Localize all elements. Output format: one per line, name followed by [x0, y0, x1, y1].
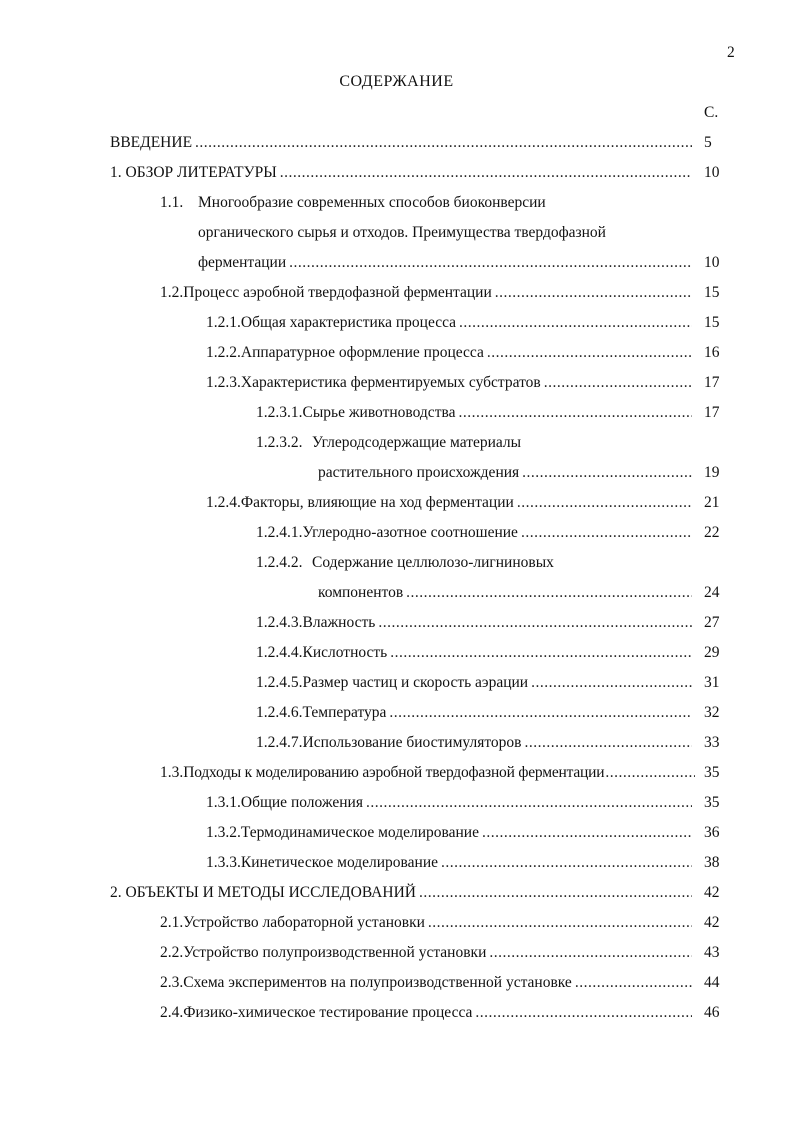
toc-entry-1-2[interactable]	[160, 282, 695, 304]
toc-entry-text: Кинетическое моделирование	[240, 854, 439, 871]
toc-entry-number: 1.1.	[160, 194, 184, 211]
toc-entry-text: Схема экспериментов на полупроизводственной установке	[183, 974, 572, 991]
toc-entry-number: 2.4.	[160, 1004, 184, 1021]
toc-entry-number: 1.3.	[160, 764, 184, 781]
toc-entry-text: Факторы, влияющие на ход ферментации	[240, 494, 514, 511]
toc-entry-page: 31	[704, 674, 720, 691]
toc-entry-number: 1.3.1.	[206, 794, 241, 811]
toc-entry-page: 32	[704, 704, 720, 721]
toc-entry-1-1-line-2	[198, 222, 718, 244]
toc-entry-2-3[interactable]	[160, 972, 695, 994]
toc-entry-page: 27	[704, 614, 720, 631]
toc-entry-page: 44	[704, 974, 720, 991]
toc-entry-page: 43	[704, 944, 720, 961]
toc-entry-1-3-2[interactable]	[206, 822, 695, 844]
toc-entry-number: 1.2.4.4.	[256, 644, 303, 661]
toc-entry-page: 17	[704, 404, 720, 421]
toc-entry-1-2-3-2-line-1[interactable]	[256, 432, 695, 454]
toc-entry-text: ОБЪЕКТЫ И МЕТОДЫ ИССЛЕДОВАНИЙ	[125, 884, 416, 901]
toc-entry-2-2[interactable]	[160, 942, 695, 964]
toc-entry-1-2-4-7[interactable]	[256, 732, 695, 754]
toc-entry-number: 2.3.	[160, 974, 184, 991]
toc-entry-page: 38	[704, 854, 720, 871]
toc-entry-1-2-2[interactable]	[206, 342, 695, 364]
toc-entry-1-1-line-1[interactable]	[160, 192, 720, 214]
toc-entry-number: 1.2.3.	[206, 374, 241, 391]
toc-entry-1-2-4-2-line-1[interactable]	[256, 552, 695, 574]
toc-entry-number: 1.2.3.2.	[256, 434, 303, 451]
toc-entry-1-2-4-6[interactable]	[256, 702, 695, 724]
toc-entry-page: 15	[704, 314, 720, 331]
toc-entry-page: 35	[704, 794, 720, 811]
page-number: 2	[727, 44, 735, 61]
toc-entry-page: 35	[704, 764, 720, 781]
toc-entry-page: 36	[704, 824, 720, 841]
toc-entry-2-1[interactable]	[160, 912, 695, 934]
toc-entry-page: 46	[704, 1004, 720, 1021]
toc-entry-text: Многообразие современных способов биоконверсии	[198, 194, 546, 211]
toc-entry-number: 1.2.1.	[206, 314, 241, 331]
toc-entry-text: Размер частиц и скорость аэрации	[302, 674, 529, 691]
toc-entry-page: 16	[704, 344, 720, 361]
toc-entry-page: 21	[704, 494, 720, 511]
toc-entry-page: 29	[704, 644, 720, 661]
toc-entry-text: ферментации	[198, 254, 287, 271]
toc-entry-number: 1.2.2.	[206, 344, 241, 361]
toc-entry-page: 10	[704, 164, 720, 181]
toc-entry-number: 1.2.4.5.	[256, 674, 303, 691]
toc-entry-text: органического сырья и отходов. Преимущества твердофазной	[198, 224, 606, 241]
toc-entry-number: 1.2.4.3.	[256, 614, 303, 631]
toc-entry-chapter-1[interactable]	[110, 162, 695, 184]
toc-entry-chapter-2[interactable]	[110, 882, 695, 904]
toc-entry-number: 2.2.	[160, 944, 184, 961]
toc-entry-text: Углеродсодержащие материалы	[312, 434, 522, 451]
toc-entry-number: 1.3.3.	[206, 854, 241, 871]
toc-entry-number: 1.	[110, 164, 122, 181]
toc-entry-page: 42	[704, 914, 720, 931]
toc-entry-1-2-1[interactable]	[206, 312, 695, 334]
toc-entry-number: 1.2.4.6.	[256, 704, 303, 721]
toc-entry-number: 1.2.3.1.	[256, 404, 303, 421]
toc-entry-1-2-3-2-line-2[interactable]	[318, 462, 695, 484]
toc-entry-1-2-4-4[interactable]	[256, 642, 695, 664]
toc-entry-text: компонентов	[318, 584, 404, 601]
toc-entry-1-3-1[interactable]	[206, 792, 695, 814]
toc-entry-number: 2.1.	[160, 914, 184, 931]
toc-entry-text: Устройство лабораторной установки	[183, 914, 425, 931]
toc-entry-page: 24	[704, 584, 720, 601]
toc-entry-text: Сырье животноводства	[302, 404, 456, 421]
toc-entry-number: 1.2.4.1.	[256, 524, 303, 541]
toc-entry-text: Углеродно-азотное соотношение	[302, 524, 518, 541]
toc-entry-text: Аппаратурное оформление процесса	[240, 344, 484, 361]
toc-entry-1-2-4-5[interactable]	[256, 672, 695, 694]
toc-entry-2-4[interactable]	[160, 1002, 695, 1024]
toc-entry-text: ВВЕДЕНИЕ	[110, 134, 193, 151]
toc-entry-page: 22	[704, 524, 720, 541]
toc-entry-text: Процесс аэробной твердофазной ферментации	[183, 284, 492, 301]
page-title: СОДЕРЖАНИЕ	[339, 73, 454, 90]
toc-entry-number: 2.	[110, 884, 122, 901]
toc-entry-text: Температура	[302, 704, 387, 721]
toc-entry-page: 33	[704, 734, 720, 751]
toc-entry-number: 1.2.4.2.	[256, 554, 303, 571]
toc-entry-1-2-4-3[interactable]	[256, 612, 695, 634]
toc-entry-number: 1.2.	[160, 284, 184, 301]
toc-entry-number: 1.2.4.	[206, 494, 241, 511]
toc-entry-text: Физико-химическое тестирование процесса	[183, 1004, 473, 1021]
toc-entry-page: 19	[704, 464, 720, 481]
toc-entry-1-3[interactable]	[160, 762, 695, 784]
toc-entry-text: Содержание целлюлозо-лигниновых	[312, 554, 554, 571]
toc-entry-text: Подходы к моделированию аэробной твердофазной ферментации	[183, 764, 605, 781]
toc-entry-page: 10	[704, 254, 720, 271]
toc-entry-1-2-4-2-line-2[interactable]	[318, 582, 695, 604]
toc-entry-page: 5	[704, 134, 712, 151]
toc-entry-number: 1.2.4.7.	[256, 734, 303, 751]
page-column-label: С.	[704, 104, 719, 121]
toc-entry-text: растительного происхождения	[318, 464, 520, 481]
toc-entry-introduction[interactable]	[110, 132, 695, 154]
toc-entry-text: Общая характеристика процесса	[240, 314, 457, 331]
toc-entry-1-3-3[interactable]	[206, 852, 695, 874]
toc-entry-page: 17	[704, 374, 720, 391]
toc-entry-text: Характеристика ферментируемых субстратов	[240, 374, 541, 391]
toc-entry-text: Использование биостимуляторов	[302, 734, 522, 751]
toc-entry-text: Кислотность	[302, 644, 388, 661]
toc-entry-1-2-3-1[interactable]	[256, 402, 695, 424]
toc-entry-1-2-4[interactable]	[206, 492, 695, 514]
toc-entry-number: 1.3.2.	[206, 824, 241, 841]
toc-entry-1-1-line-3[interactable]	[198, 252, 695, 274]
toc-entry-text: Общие положения	[240, 794, 363, 811]
toc-entry-page: 42	[704, 884, 720, 901]
toc-entry-text: Влажность	[302, 614, 376, 631]
toc-entry-1-2-3[interactable]	[206, 372, 695, 394]
toc-entry-text: Термодинамическое моделирование	[240, 824, 479, 841]
toc-entry-page: 15	[704, 284, 720, 301]
toc-entry-text: Устройство полупроизводственной установки	[183, 944, 487, 961]
toc-entry-1-2-4-1[interactable]	[256, 522, 695, 544]
toc-entry-text: ОБЗОР ЛИТЕРАТУРЫ	[125, 164, 277, 181]
